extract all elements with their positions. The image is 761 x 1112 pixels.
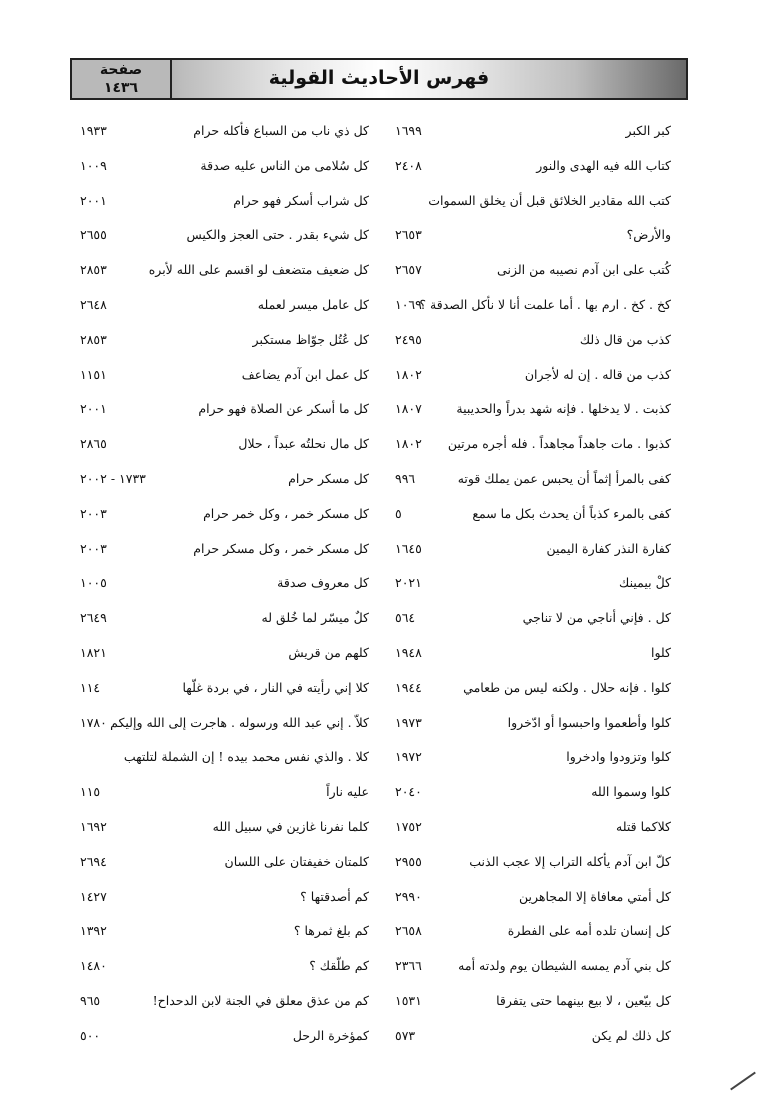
right-entry-page: ٢٤٠٨ [395,157,422,173]
left-entry-text: كم من عذق معلق في الجنة لابن الدحداح! [152,993,369,1008]
right-entry-text: كلوا [650,645,671,660]
left-entry-page: ١٩٣٣ [80,123,107,138]
page-number: ١٤٣٦ [103,80,139,96]
right-entry-text: كلْ بيمينك [619,575,671,591]
left-entry-text: كل عامل ميسر لعمله [257,297,369,312]
left-entry-text: كل عمل ابن آدم يضاعف [241,366,369,382]
left-entry-page: ٢٦٩٤ [80,853,107,869]
left-entry-page: ٢٨٥٣ [80,262,107,278]
left-entry-page: ١٤٨٠ [80,958,107,974]
left-entry-text: كل عُتُل جوّاظ مستكبر [252,331,369,347]
left-entry-text: كل ذي ناب من السباع فأكله حرام [193,123,369,138]
left-entry-text: كمؤخرة الرحل [292,1027,369,1043]
index-row [0,605,761,631]
right-entry-text: والأرض؟ [626,227,671,243]
left-entry-text: كلا إني رأيته في النار ، في بردة غلّها [182,679,369,695]
index-row [0,257,761,283]
page-label: صفحة [99,62,143,78]
index-row [0,362,761,388]
right-entry-page: ١٩٧٣ [395,714,422,730]
right-entry-text: كفارة النذر كفارة اليمين [546,540,671,556]
right-entry-text: كُتب على ابن آدم نصيبه من الزنى [497,262,671,278]
index-row [0,396,761,422]
right-entry-text: كبر الكبر [625,123,671,138]
index-row [0,640,761,666]
left-entry-page: ٢٨٥٣ [80,331,107,347]
left-entry-page: ٢٠٠٣ [80,540,107,556]
right-entry-page: ١٧٥٢ [395,819,422,834]
index-row [0,466,761,492]
left-entry-text: كل شراب أسكر فهو حرام [233,192,369,208]
left-entry-page: ١٦٩٢ [80,819,107,834]
index-row [0,953,761,979]
left-entry-text: كلمتان خفيفتان على اللسان [224,853,369,869]
index-row [0,153,761,179]
index-row [0,536,761,562]
right-entry-page: ١٩٤٨ [395,645,422,660]
left-entry-page: ٩٦٥ [80,993,101,1008]
left-entry-text: عليه ناراً [326,784,369,800]
right-entry-page: ٢٩٥٥ [395,853,422,869]
right-entry-page: ٥٧٣ [395,1027,416,1043]
right-entry-page: ٢٣٦٦ [395,958,422,974]
left-entry-page: ١١٥١ [80,366,107,382]
right-entry-page: ١٦٤٥ [395,540,422,556]
right-entry-page: ٥ [395,505,402,521]
right-entry-text: كلوا وتزودوا وادخروا [566,749,671,765]
right-entry-text: كذبوا . مات جاهداً مجاهداً . فله أجره مرتين [447,436,671,452]
corner-mark [730,1072,756,1091]
left-entry-page: ١٣٩٢ [80,923,107,939]
left-entry-text: كل ما أسكر عن الصلاة فهو حرام [198,401,369,417]
right-entry-page: ١٨٠٢ [395,436,422,452]
left-entry-page: ٢٨٦٥ [80,436,107,452]
right-entry-text: كذبت . لا يدخلها . فإنه شهد بدراً والحديبية [456,401,671,417]
right-entry-text: كفى بالمرأ إثماً أن يحبس عمن يملك قوته [457,471,671,486]
right-entry-page: ٢٠٢١ [395,575,422,591]
right-entry-text: كل . فإني أناجي من لا تناجي [522,610,671,626]
left-entry-page: ٢٠٠٣ [80,505,107,521]
right-entry-text: كل إنسان تلده أمه على الفطرة [507,923,671,939]
left-entry-page: ١٧٨٠ [80,714,107,730]
page-title: فهرس الأحاديث القولية [268,67,490,89]
index-row [0,988,761,1014]
index-row [0,710,761,736]
index-row [0,431,761,457]
index-row [0,1023,761,1049]
right-entry-page: ٢٦٥٣ [395,227,422,243]
left-entry-page: ٢٦٥٥ [80,227,107,243]
index-row [0,222,761,248]
left-entry-page: ٢٦٤٨ [80,297,107,312]
left-entry-page: ٢٦٤٩ [80,610,107,626]
left-entry-text: كلا . والذي نفس محمد بيده ! إن الشملة لتلتهب [123,749,369,765]
index-row [0,779,761,805]
left-entry-text: كلهم من قريش [288,645,369,660]
right-entry-page: ١٩٧٢ [395,749,422,765]
right-entry-text: كتاب الله فيه الهدى والنور [536,157,671,173]
right-entry-page: ١٠٦٩ [395,297,422,312]
left-entry-text: كل مسكر حرام [288,471,369,486]
right-entry-page: ٢٦٥٧ [395,262,422,278]
left-entry-text: كل مال نحلتُه عبداً ، حلال [238,436,369,452]
right-entry-text: كذب من قاله . إن له لأجران [524,366,671,382]
right-entry-page: ١٩٤٤ [395,679,422,695]
index-row [0,884,761,910]
left-entry-page: ٥٠٠ [80,1027,101,1043]
left-entry-text: كم طلّقك ؟ [309,958,369,974]
right-entry-text: كلوا . فإنه حلال . ولكنه ليس من طعامي [463,679,671,695]
left-entry-text: كم أصدقتها ؟ [300,888,369,904]
left-entry-page: ٢٠٠١ [80,401,107,417]
right-entry-text: كتب الله مقادير الخلائق قبل أن يخلق السموات [428,192,671,208]
index-row [0,188,761,214]
right-entry-text: كل أمتي معافاة إلا المجاهرين [518,888,671,904]
left-entry-text: كل شيء بقدر . حتى العجز والكيس [186,227,369,243]
index-row [0,327,761,353]
left-entry-page: ١٨٢١ [80,645,107,660]
index-row [0,292,761,318]
index-row [0,744,761,770]
right-entry-page: ١٦٩٩ [395,123,422,138]
left-entry-page: ١٠٠٩ [80,157,107,173]
right-entry-text: كلوا وسموا الله [591,784,671,800]
right-entry-page: ٢٠٤٠ [395,784,422,800]
right-entry-text: كل بيّعين ، لا بيع بينهما حتى يتفرقا [496,993,671,1008]
page-header [70,58,688,100]
left-entry-page: ١٤٢٧ [80,888,107,904]
right-entry-page: ٢٤٩٥ [395,331,422,347]
left-entry-text: كل مسكر خمر ، وكل خمر حرام [203,505,369,521]
right-entry-page: ٥٦٤ [395,610,416,626]
index-row [0,118,761,144]
right-entry-page: ٩٩٦ [395,471,416,486]
left-entry-text: كل مسكر خمر ، وكل مسكر حرام [193,540,369,556]
left-entry-text: كلٌ ميسّر لما خُلق له [261,610,369,626]
index-row [0,501,761,527]
left-entry-page: ١٧٣٣ - ٢٠٠٢ [80,471,146,486]
right-entry-page: ١٨٠٧ [395,401,422,417]
right-entry-text: كخ . كخ . ارم بها . أما علمت أنا لا نأكل الصدقة ؟ [419,297,671,312]
right-entry-text: كل ذلك لم يكن [591,1027,671,1043]
left-entry-text: كم بلغ ثمرها ؟ [293,923,369,939]
right-entry-text: كل بني آدم يمسه الشيطان يوم ولدته أمه [458,958,671,974]
left-entry-text: كلاّ . إني عبد الله ورسوله . هاجرت إلى الله وإليكم [110,714,369,730]
index-row [0,814,761,840]
index-row [0,570,761,596]
right-entry-text: كلوا وأطعموا واحبسوا أو ادّخروا [507,714,671,730]
left-entry-page: ٢٠٠١ [80,192,107,208]
left-entry-text: كل ضعيف متضعف لو اقسم على الله لأبره [148,262,369,278]
left-entry-text: كل معروف صدقة [277,575,369,591]
right-entry-text: كلّ ابن آدم يأكله التراب إلا عجب الذنب [469,853,671,869]
index-row [0,675,761,701]
left-entry-text: كل سُلامى من الناس عليه صدقة [200,157,369,173]
right-entry-page: ١٥٣١ [395,993,422,1008]
right-entry-text: كذب من قال ذلك [579,331,671,347]
index-row [0,849,761,875]
left-entry-page: ١١٥ [80,784,101,800]
right-entry-page: ١٨٠٢ [395,366,422,382]
left-entry-page: ١٠٠٥ [80,575,107,591]
left-entry-page: ١١٤ [80,679,101,695]
right-entry-page: ٢٩٩٠ [395,888,422,904]
right-entry-text: كفى بالمرء كذباً أن يحدث بكل ما سمع [472,505,671,521]
index-row [0,918,761,944]
left-entry-text: كلما نفرنا غازين في سبيل الله [212,819,369,834]
right-entry-text: كلاكما قتله [616,819,671,834]
right-entry-page: ٢٦٥٨ [395,923,422,939]
